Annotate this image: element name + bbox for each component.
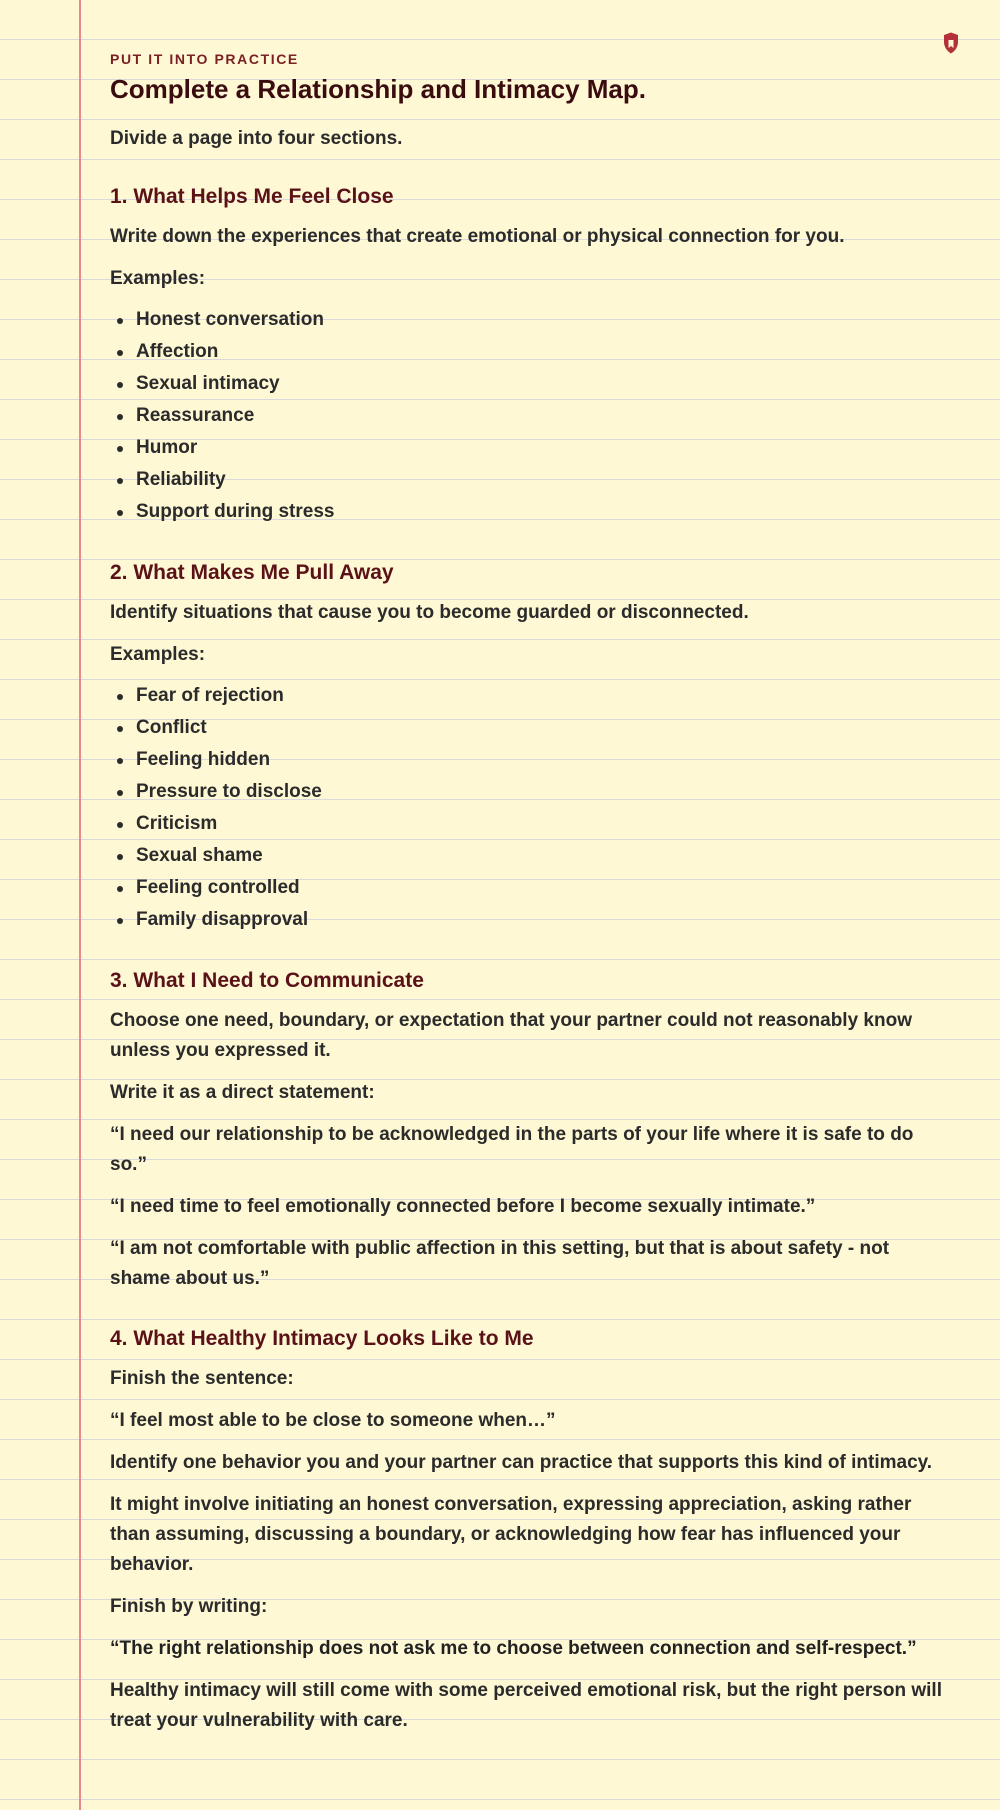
notebook-margin-line	[79, 0, 81, 1810]
intro-text: Divide a page into four sections.	[110, 128, 403, 149]
section-3-quote-1: “I need our relationship to be acknowledged in the parts of your life where it is safe to do so.”	[110, 1124, 914, 1175]
list-item: Feeling hidden	[110, 744, 950, 776]
list-item: Conflict	[110, 712, 950, 744]
section-4-heading: 4. What Healthy Intimacy Looks Like to Me	[110, 1327, 534, 1350]
list-item: Reassurance	[110, 400, 950, 432]
section-2-heading: 2. What Makes Me Pull Away	[110, 561, 394, 584]
practice-worksheet	[110, 48, 950, 1736]
eyebrow-label: PUT IT INTO PRACTICE	[110, 51, 299, 67]
section-3-heading: 3. What I Need to Communicate	[110, 969, 424, 992]
list-item: Honest conversation	[110, 304, 950, 336]
list-item: Pressure to disclose	[110, 776, 950, 808]
list-item: Reliability	[110, 464, 950, 496]
section-4-key-quote: “The right relationship does not ask me to choose between connection and self-respect.”	[110, 1638, 917, 1659]
section-3-statement-label: Write it as a direct statement:	[110, 1082, 375, 1103]
section-4-sentence: “I feel most able to be close to someone when…”	[110, 1410, 556, 1431]
page-title: Complete a Relationship and Intimacy Map.	[110, 74, 646, 104]
section-4-finish-writing-label: Finish by writing:	[110, 1596, 268, 1617]
section-4-behavior: Identify one behavior you and your partner can practice that supports this kind of intimacy.	[110, 1452, 933, 1473]
list-item: Feeling controlled	[110, 872, 950, 904]
list-item: Sexual intimacy	[110, 368, 950, 400]
section-2-examples-label: Examples:	[110, 644, 206, 665]
section-3-text: Choose one need, boundary, or expectation that your partner could not reasonably know unless you expressed it.	[110, 1010, 912, 1061]
list-item: Criticism	[110, 808, 950, 840]
section-4-involve: It might involve initiating an honest conversation, expressing appreciation, asking rather than assuming, discussing a boundary, or acknowledging how fear has influenced your behavior.	[110, 1494, 912, 1575]
section-2-text: Identify situations that cause you to become guarded or disconnected.	[110, 602, 749, 623]
list-item: Humor	[110, 432, 950, 464]
section-1-list	[110, 304, 950, 528]
section-3-quote-3: “I am not comfortable with public affection in this setting, but that is about safety - not shame about us.”	[110, 1238, 890, 1289]
section-3-quote-2: “I need time to feel emotionally connected before I become sexually intimate.”	[110, 1196, 816, 1217]
list-item: Sexual shame	[110, 840, 950, 872]
list-item: Family disapproval	[110, 904, 950, 936]
section-4-finish-label: Finish the sentence:	[110, 1368, 294, 1389]
list-item: Fear of rejection	[110, 680, 950, 712]
section-4-closing: Healthy intimacy will still come with some perceived emotional risk, but the right person will treat your vulnerability with care.	[110, 1680, 942, 1731]
section-1-heading: 1. What Helps Me Feel Close	[110, 185, 394, 208]
section-1-examples-label: Examples:	[110, 268, 206, 289]
section-2-list	[110, 680, 950, 936]
section-1-text: Write down the experiences that create emotional or physical connection for you.	[110, 226, 845, 247]
list-item: Support during stress	[110, 496, 950, 528]
list-item: Affection	[110, 336, 950, 368]
